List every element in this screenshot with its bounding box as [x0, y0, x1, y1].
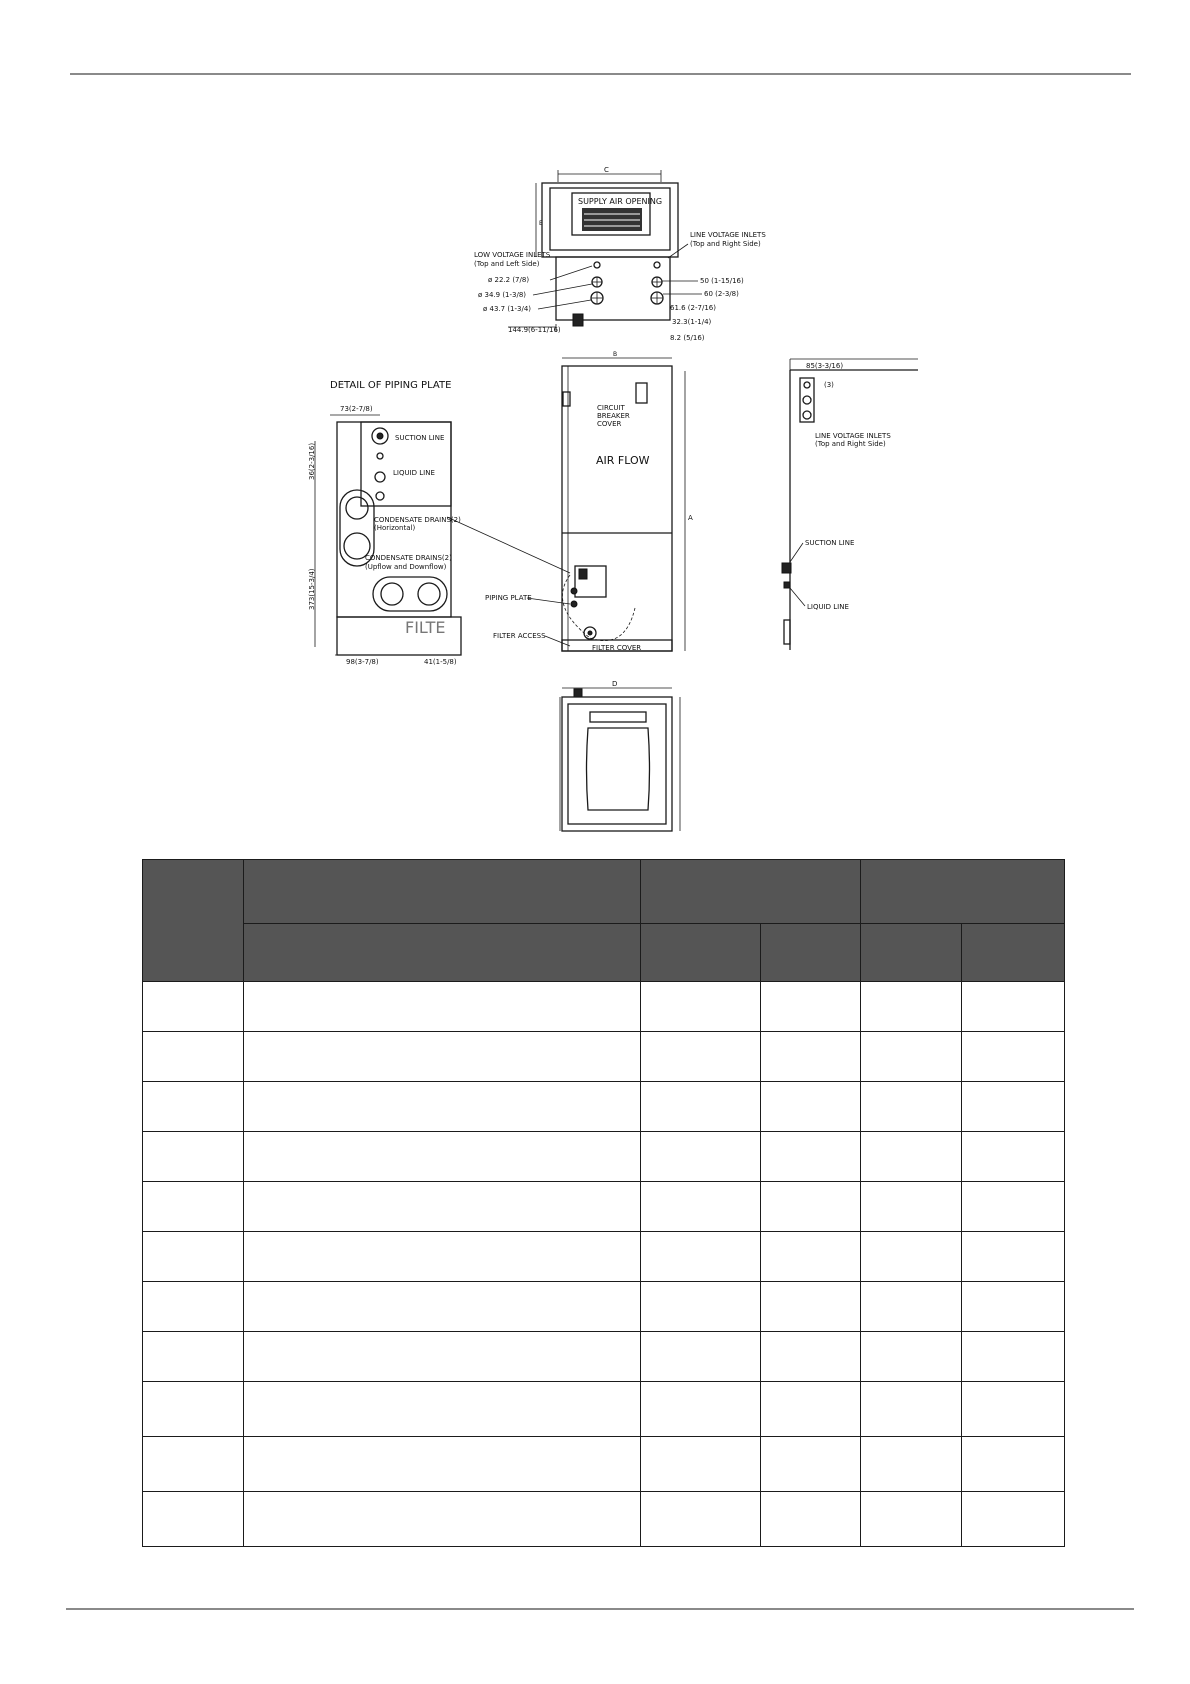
side-liquid-line: LIQUID LINE: [807, 603, 849, 611]
side-view: [782, 359, 918, 650]
table-header-row: [143, 860, 1065, 924]
header-cell: [962, 924, 1065, 982]
filter-access-label: FILTER ACCESS: [493, 632, 546, 640]
detail-dim-top: 73(2-7/8): [340, 405, 373, 413]
front-dim-height: A: [688, 514, 693, 522]
piping-plate-label: PIPING PLATE: [485, 594, 532, 602]
table-row: [143, 1182, 1065, 1232]
header-cell: [641, 924, 761, 982]
bottom-view: [560, 680, 680, 831]
top-view-dim-height: E: [539, 220, 543, 227]
header-cell: [761, 924, 861, 982]
detail-dim-left-top: 36(2-3/16): [308, 442, 316, 480]
detail-cond-drains-h-sub: (Horizontal): [374, 524, 416, 532]
table-row: [143, 1332, 1065, 1382]
dim-50-label: 50 (1-15/16): [700, 277, 744, 285]
front-dim-width: B: [613, 351, 618, 358]
side-suction-line: SUCTION LINE: [805, 539, 855, 547]
dim-60-label: 60 (2-3/8): [704, 290, 739, 298]
dim-bottom-left-label: 144.9(6-11/16): [508, 326, 561, 334]
circuit-breaker-label-2: BREAKER: [597, 412, 630, 420]
low-voltage-inlets-sub: (Top and Left Side): [474, 260, 540, 268]
dim-82-label: 8.2 (5/16): [670, 334, 705, 342]
dim-43-label: ø 43.7 (1-3/4): [483, 305, 532, 313]
detail-suction-line: SUCTION LINE: [395, 434, 445, 442]
header-cell: [861, 860, 1065, 924]
table-row: [143, 982, 1065, 1032]
table-row: [143, 1282, 1065, 1332]
detail-dim-left-main: 373(15-3/4): [308, 568, 316, 610]
line-voltage-inlets-label: LINE VOLTAGE INLETS: [690, 231, 766, 239]
piping-plate-detail: [308, 380, 570, 666]
specification-table: [142, 859, 1065, 1547]
table-row: [143, 1082, 1065, 1132]
top-view: [474, 166, 766, 342]
side-line-voltage-label: LINE VOLTAGE INLETS: [815, 432, 891, 440]
footer-rule: [66, 1608, 1134, 1610]
dim-34-label: ø 34.9 (1-3/8): [478, 291, 527, 299]
bottom-dim-width: D: [612, 680, 618, 688]
header-cell: [244, 924, 641, 982]
filter-cover-label: FILTER COVER: [592, 644, 642, 652]
front-view: [485, 351, 693, 652]
detail-cond-drains-u-sub: (Upflow and Downflow): [365, 563, 447, 571]
table-row: [143, 1437, 1065, 1492]
table-row: [143, 1232, 1065, 1282]
detail-title: DETAIL OF PIPING PLATE: [330, 380, 452, 391]
header-cell: [861, 924, 962, 982]
top-view-dim-width: C: [604, 166, 609, 174]
table-row: [143, 1032, 1065, 1082]
table-row: [143, 1132, 1065, 1182]
line-voltage-inlets-sub: (Top and Right Side): [690, 240, 761, 248]
circuit-breaker-label-3: COVER: [597, 420, 622, 428]
table-row: [143, 1492, 1065, 1547]
table-header-row: [143, 924, 1065, 982]
detail-liquid-line: LIQUID LINE: [393, 469, 435, 477]
header-cell: [641, 860, 861, 924]
low-voltage-inlets-label: LOW VOLTAGE INLETS: [474, 251, 551, 259]
detail-filter-word: FILTE: [405, 618, 446, 637]
dim-22-label: ø 22.2 (7/8): [488, 276, 530, 284]
header-cell: [143, 860, 244, 982]
side-line-voltage-sub: (Top and Right Side): [815, 440, 886, 448]
side-dim-inlet: (3): [824, 381, 834, 389]
detail-dim-bottom-left: 98(3-7/8): [346, 658, 379, 666]
detail-cond-drains-u: CONDENSATE DRAINS(2): [365, 554, 452, 562]
header-cell: [244, 860, 641, 924]
supply-air-opening-label: SUPPLY AIR OPENING: [578, 197, 663, 206]
detail-cond-drains-h: CONDENSATE DRAINS(2): [374, 516, 461, 524]
table-row: [143, 1382, 1065, 1437]
detail-dim-bottom-right: 41(1-5/8): [424, 658, 457, 666]
dim-bottom-right-label: 32.3(1-1/4): [672, 318, 712, 326]
side-dim-top: 85(3-3/16): [806, 362, 844, 370]
dim-616-label: 61.6 (2-7/16): [670, 304, 716, 312]
air-flow-label: AIR FLOW: [596, 454, 650, 467]
circuit-breaker-label-1: CIRCUIT: [597, 404, 625, 412]
